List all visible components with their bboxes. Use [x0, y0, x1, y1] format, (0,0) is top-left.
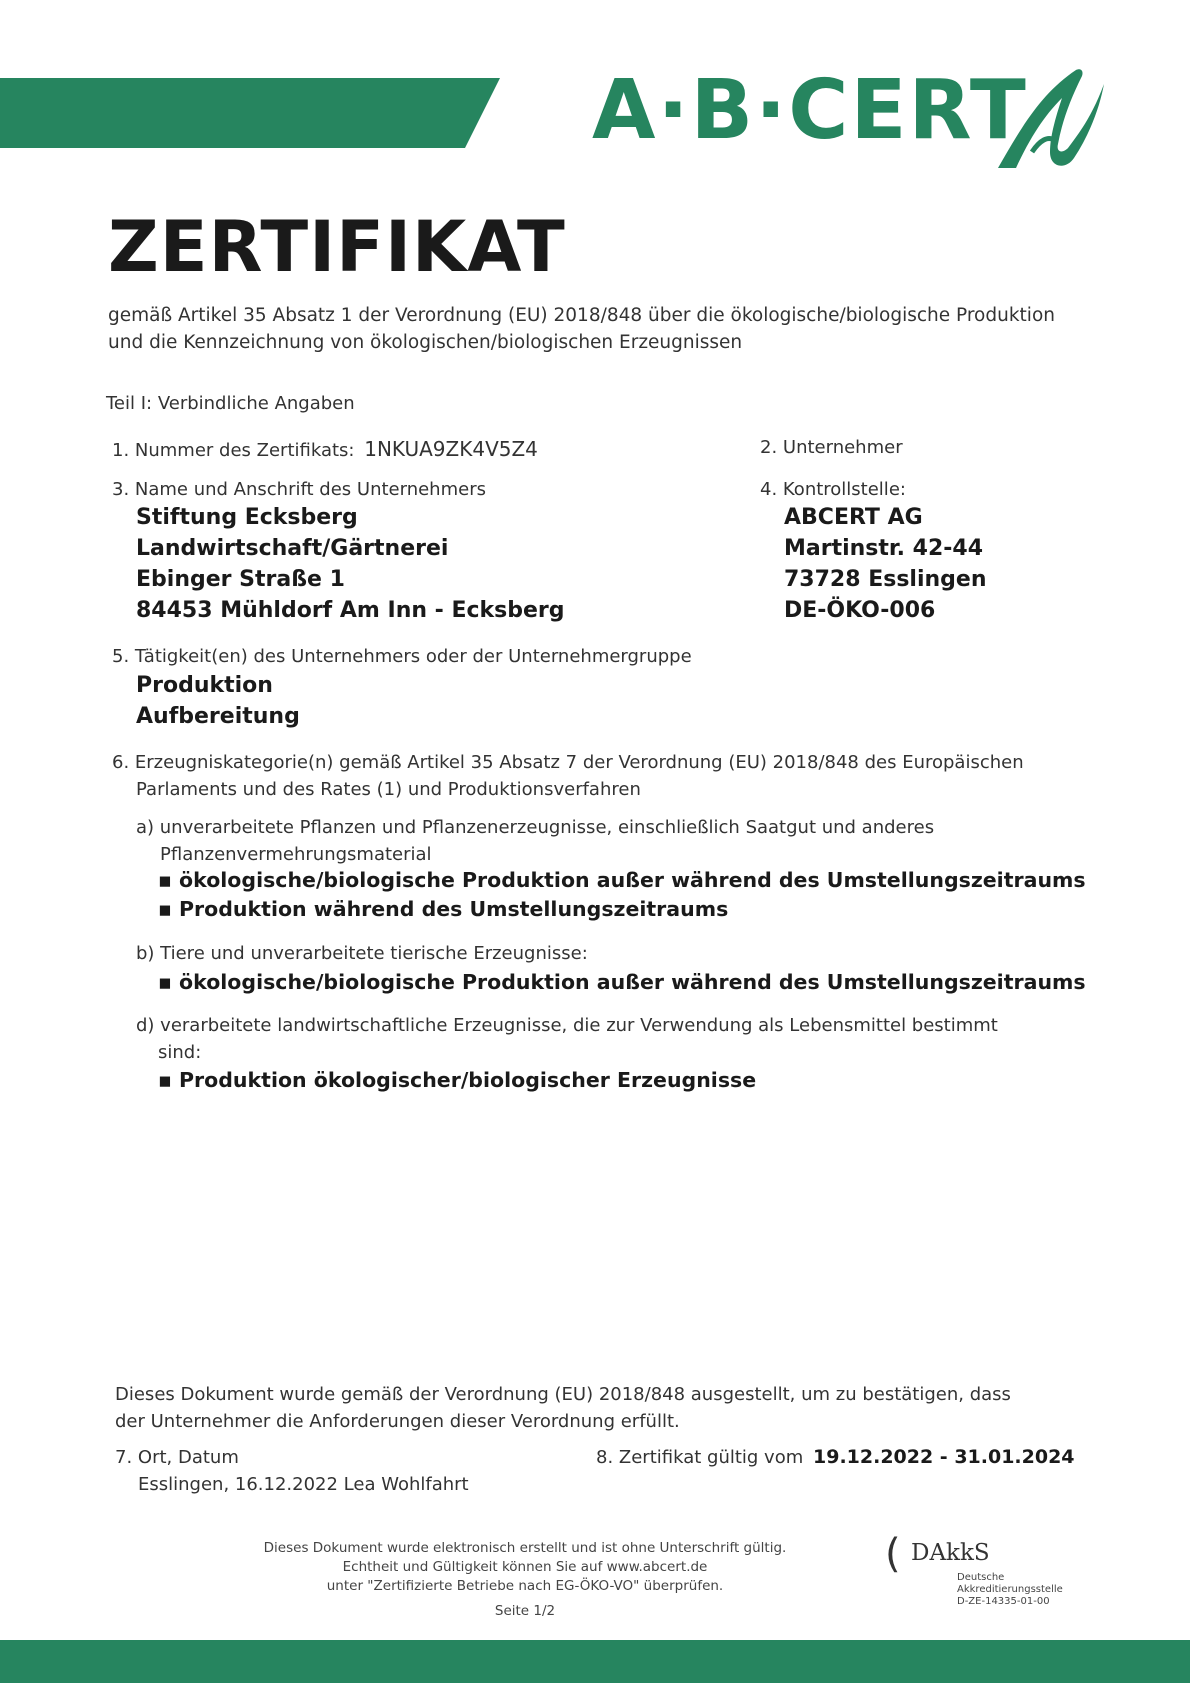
dakks-subtitle: [957, 1572, 1063, 1608]
footer-note: [230, 1539, 820, 1596]
operator-address-line: Landwirtschaft/Gärtnerei: [136, 536, 449, 561]
item4-label: 4. Kontrollstelle:: [760, 479, 906, 500]
statement-line: Dieses Dokument wurde gemäß der Verordnung (EU) 2018/848 ausgestellt, um zu bestätigen, dass: [115, 1384, 1011, 1405]
control-body-line: Martinstr. 42-44: [784, 536, 984, 561]
subtitle-line: gemäß Artikel 35 Absatz 1 der Verordnung (EU) 2018/848 über die ökologische/biologische Produktion: [108, 305, 1055, 326]
control-body-line: 73728 Esslingen: [784, 567, 987, 592]
operator-address-line: Stiftung Ecksberg: [136, 505, 358, 530]
category-a-bullet: ▪ Produktion während des Umstellungszeitraums: [158, 895, 1086, 924]
dakks-bracket-icon: (: [885, 1531, 901, 1577]
dakks-title: DAkkS: [911, 1540, 990, 1566]
control-body-line: ABCERT AG: [784, 505, 923, 530]
category-b-bullet: ▪ ökologische/biologische Produktion außer während des Umstellungszeitraums: [158, 968, 1086, 997]
dakks-line: D-ZE-14335-01-00: [957, 1596, 1050, 1607]
category-d: [136, 1012, 1096, 1066]
category-d-line: d) verarbeitete landwirtschaftliche Erzeugnisse, die zur Verwendung als Lebensmittel bestimmt: [136, 1015, 998, 1036]
category-a-bullets: [158, 866, 1086, 924]
category-b-line: b) Tiere und unverarbeitete tierische Erzeugnisse:: [136, 943, 588, 964]
item6-label-line: 6. Erzeugniskategorie(n) gemäß Artikel 35 Absatz 7 der Verordnung (EU) 2018/848 des Europäischen: [112, 752, 1024, 773]
control-body-address: [784, 502, 987, 626]
item8-row: [596, 1444, 1075, 1471]
footer-band: [0, 1640, 1190, 1683]
item8-label: 8. Zertifikat gültig vom: [596, 1447, 804, 1468]
header-band: [0, 78, 500, 148]
activities: [136, 670, 300, 732]
item6-label-line: Parlaments und des Rates (1) und Produktionsverfahren: [136, 779, 641, 800]
item1-row: [112, 436, 538, 464]
footer-note-line: Echtheit und Gültigkeit können Sie auf www.abcert.de: [342, 1559, 708, 1575]
category-d-bullet: ▪ Produktion ökologischer/biologischer Erzeugnisse: [158, 1066, 756, 1095]
item5-label: 5. Tätigkeit(en) des Unternehmers oder der Unternehmergruppe: [112, 646, 692, 667]
operator-address-line: 84453 Mühldorf Am Inn - Ecksberg: [136, 598, 565, 623]
category-d-line: sind:: [158, 1042, 202, 1063]
item6-label: [112, 749, 1112, 803]
category-a-line: a) unverarbeitete Pflanzen und Pflanzenerzeugnisse, einschließlich Saatgut und anderes: [136, 817, 935, 838]
dakks-line: Akkreditierungsstelle: [957, 1584, 1063, 1595]
issue-place-date: Esslingen, 16.12.2022 Lea Wohlfahrt: [138, 1474, 469, 1495]
category-a-bullet: ▪ ökologische/biologische Produktion außer während des Umstellungszeitraums: [158, 866, 1086, 895]
item1-label: 1. Nummer des Zertifikats:: [112, 440, 355, 461]
category-a: [136, 814, 1096, 868]
category-d-bullets: [158, 1066, 756, 1095]
subtitle-line: und die Kennzeichnung von ökologischen/biologischen Erzeugnissen: [108, 332, 743, 353]
item2-label: 2. Unternehmer: [760, 437, 903, 458]
abcert-logo-text: A·B·CERT: [592, 63, 1028, 158]
statement: [115, 1381, 1115, 1435]
item3-label: 3. Name und Anschrift des Unternehmers: [112, 479, 486, 500]
subtitle: [108, 302, 1108, 356]
part-label: Teil I: Verbindliche Angaben: [106, 393, 355, 414]
footer-note-line: Dieses Dokument wurde elektronisch erstellt und ist ohne Unterschrift gültig.: [263, 1540, 787, 1556]
footer-note-line: unter "Zertifizierte Betriebe nach EG-ÖKO-VO" überprüfen.: [326, 1578, 724, 1594]
activity-item: Aufbereitung: [136, 704, 300, 729]
operator-address-line: Ebinger Straße 1: [136, 567, 345, 592]
category-b-bullets: [158, 968, 1086, 997]
statement-line: der Unternehmer die Anforderungen dieser Verordnung erfüllt.: [115, 1411, 680, 1432]
item7-label: 7. Ort, Datum: [115, 1447, 239, 1468]
dakks-accreditation-mark: [885, 1530, 1075, 1610]
operator-address: [136, 502, 565, 626]
certificate-number: 1NKUA9ZK4V5Z4: [364, 437, 538, 461]
page-title: ZERTIFIKAT: [108, 206, 566, 288]
validity-period: 19.12.2022 - 31.01.2024: [813, 1446, 1075, 1468]
control-body-line: DE-ÖKO-006: [784, 598, 936, 623]
category-a-line: Pflanzenvermehrungsmaterial: [160, 844, 432, 865]
dakks-line: Deutsche: [957, 1572, 1005, 1583]
page-number: Seite 1/2: [494, 1603, 556, 1619]
abcert-signature-mark-icon: [992, 60, 1112, 180]
activity-item: Produktion: [136, 673, 273, 698]
